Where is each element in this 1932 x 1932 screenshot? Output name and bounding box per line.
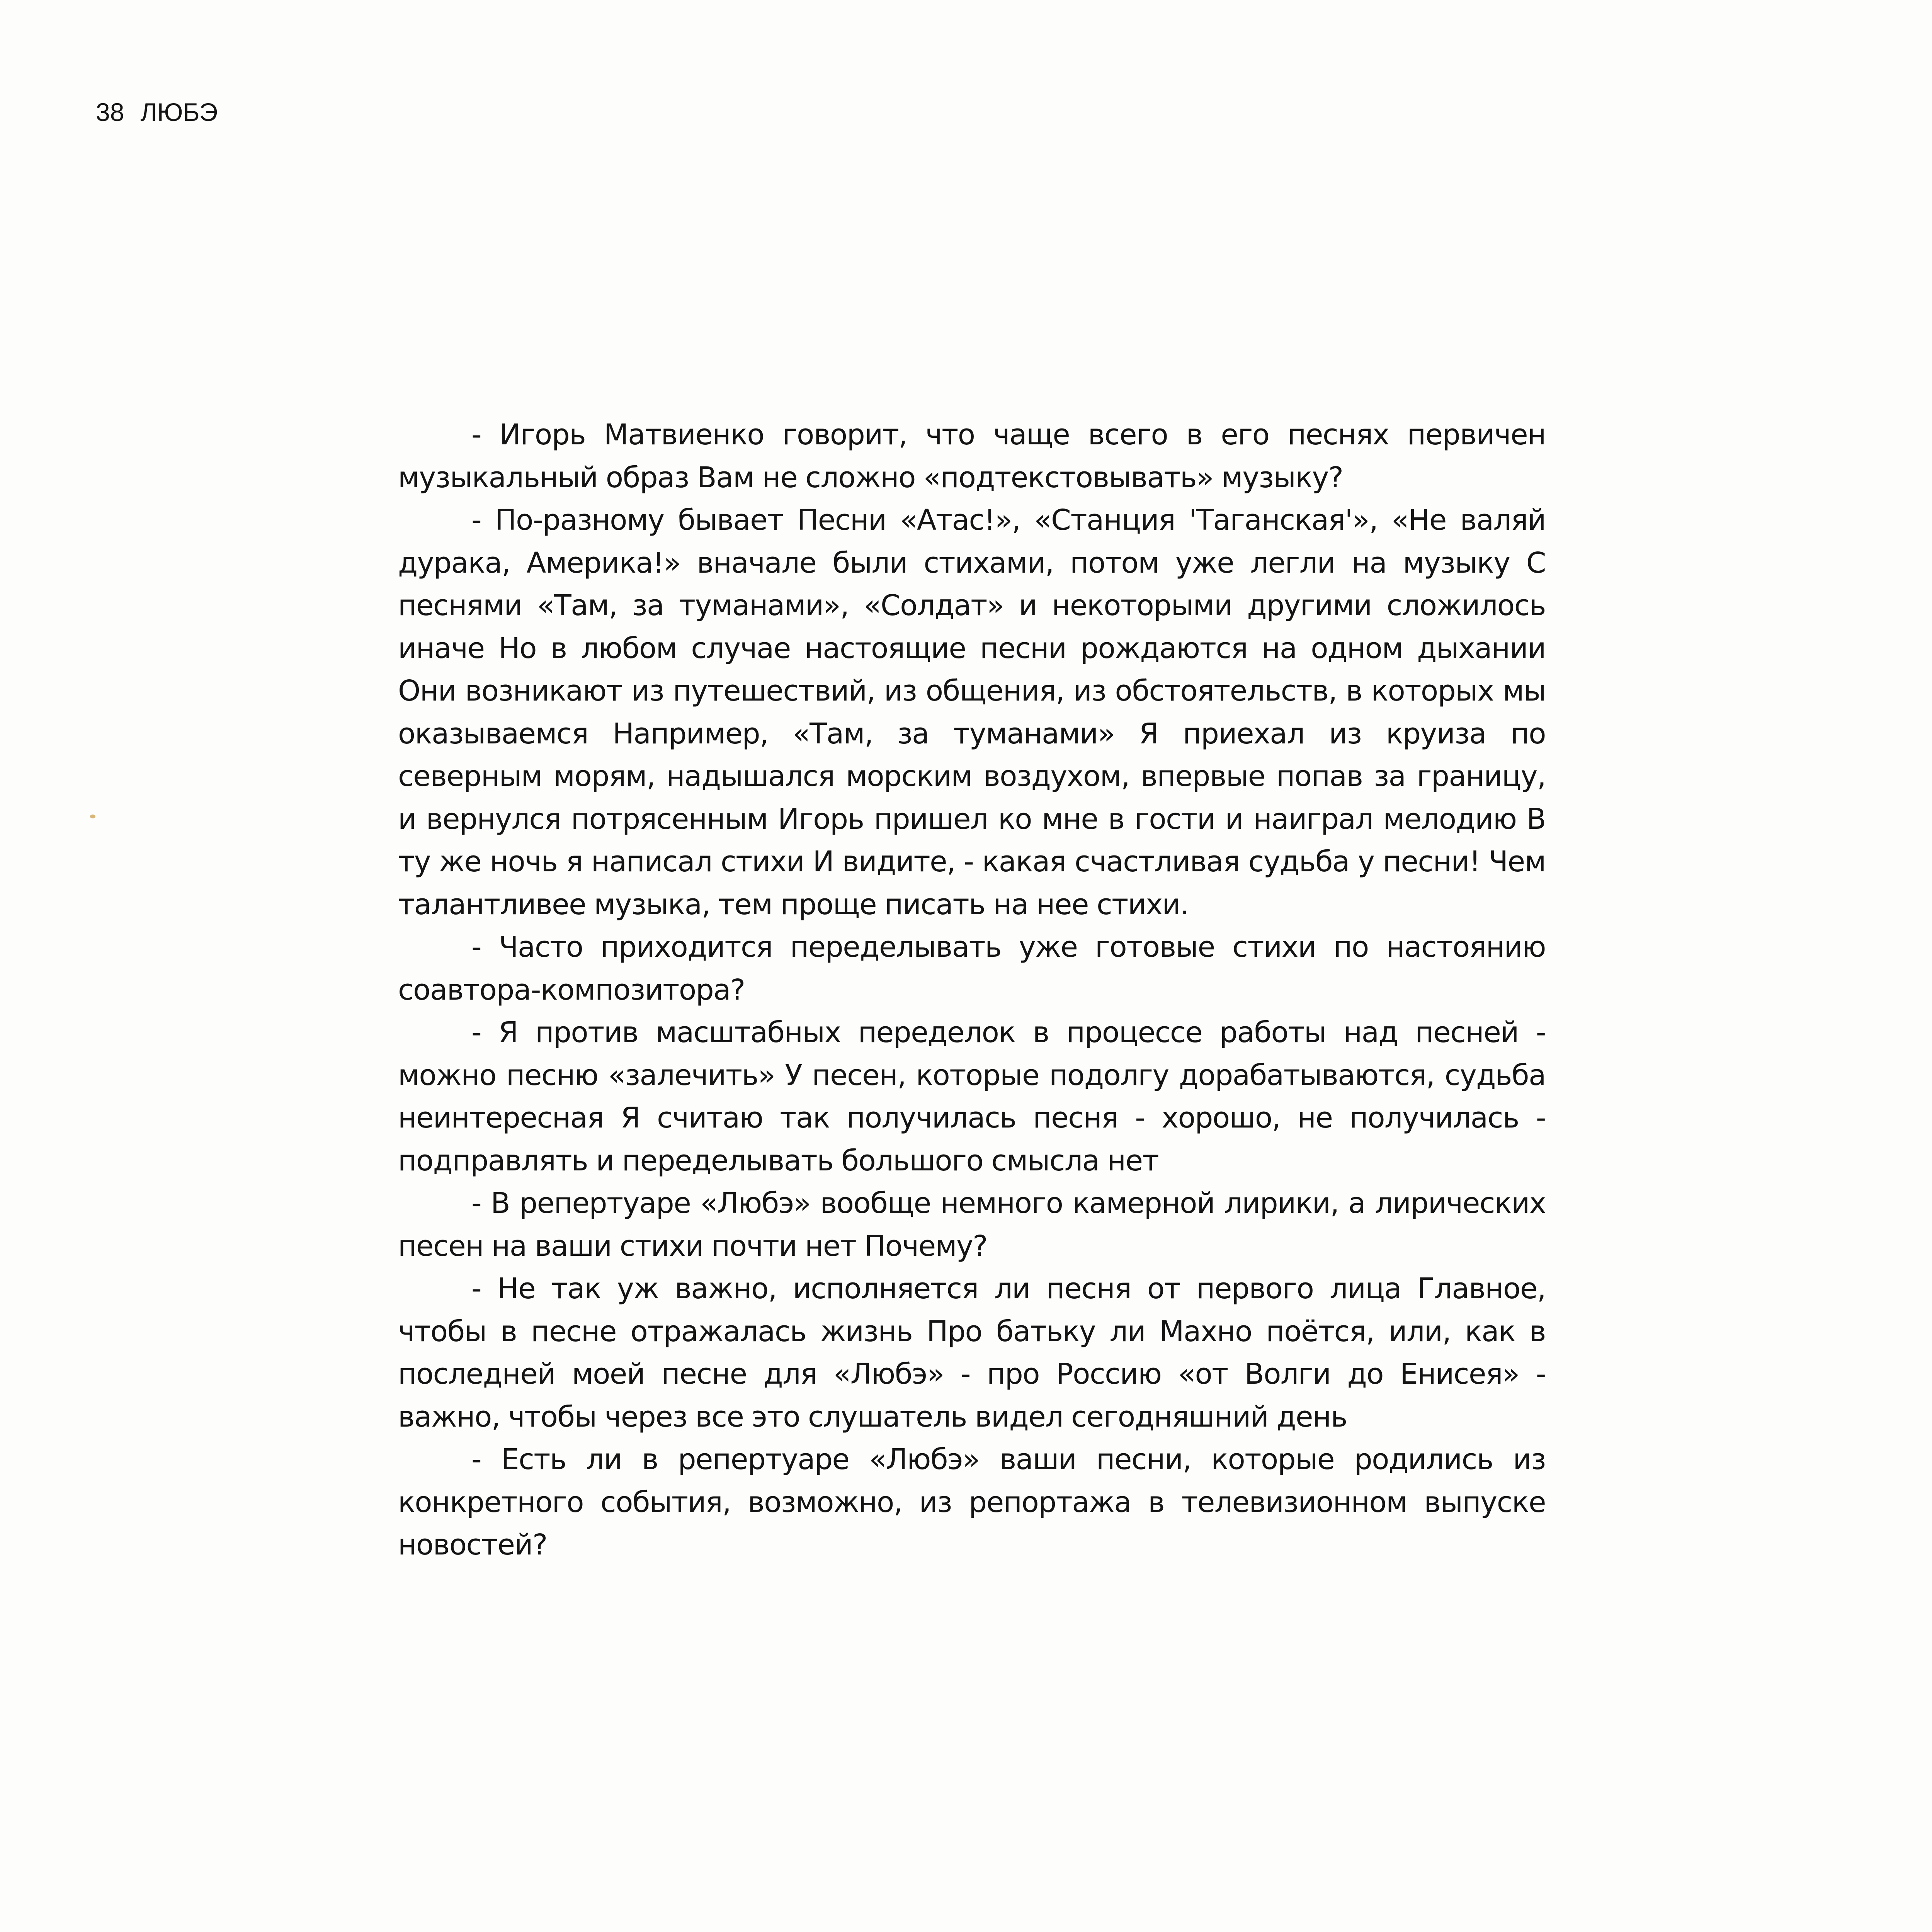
interview-text — [398, 413, 1546, 1566]
paragraph-question-2: - Часто приходится переделывать уже готовые стихи по настоянию соавтора-композитора? — [398, 930, 1546, 1007]
paragraph-question-4: - Есть ли в репертуаре «Любэ» ваши песни, которые родились из конкретного события, возможно, из репортажа в телевизионном выпуске новостей? — [398, 1443, 1546, 1561]
running-header — [96, 97, 218, 128]
paragraph-answer-1: - По-разному бывает Песни «Атас!», «Станция 'Таганская'», «Не валяй дурака, Америка!» вначале были стихами, потом уже легли на музыку С песнями «Там, за туманами», «Солдат» и некоторыми другими сложилось иначе Но в любом случае настоящие песни рождаются на одном дыхании Они возникают из путешествий, из общения, из обстоятельств, в которых мы оказываемся Например, «Там, за туманами» Я приехал из круиза по северным морям, надышался морским воздухом, впервые попав за границу, и вернулся потрясенным Игорь пришел ко мне в гости и наиграл мелодию В ту же ночь я написал стихи И видите, - какая счастливая судьба у песни! Чем талантливее музыка, тем проще писать на нее стихи. — [398, 503, 1546, 921]
paragraph-answer-2: - Я против масштабных переделок в процессе работы над песней - можно песню «залечить» У песен, которые подолгу дорабатываются, судьба неинтересная Я считаю так получилась песня - хорошо, не получилась - подправлять и переделывать большого смысла нет — [398, 1016, 1546, 1177]
paragraph-question-3: - В репертуаре «Любэ» вообще немного камерной лирики, а лирических песен на ваши стихи почти нет Почему? — [398, 1187, 1546, 1263]
page-number: 38 — [96, 98, 124, 126]
running-title: ЛЮБЭ — [140, 98, 218, 126]
paragraph-question-1: - Игорь Матвиенко говорит, что чаще всего в его песнях первичен музыкальный образ Вам не сложно «подтекстовывать» музыку? — [398, 418, 1546, 494]
paragraph-answer-3: - Не так уж важно, исполняется ли песня от первого лица Главное, чтобы в песне отражалась жизнь Про батьку ли Махно поётся, или, как в последней моей песне для «Любэ» - про Россию «от Волги до Енисея» - важно, чтобы через все это слушатель видел сегодняшний день — [398, 1272, 1546, 1434]
paper-speck — [90, 815, 95, 818]
